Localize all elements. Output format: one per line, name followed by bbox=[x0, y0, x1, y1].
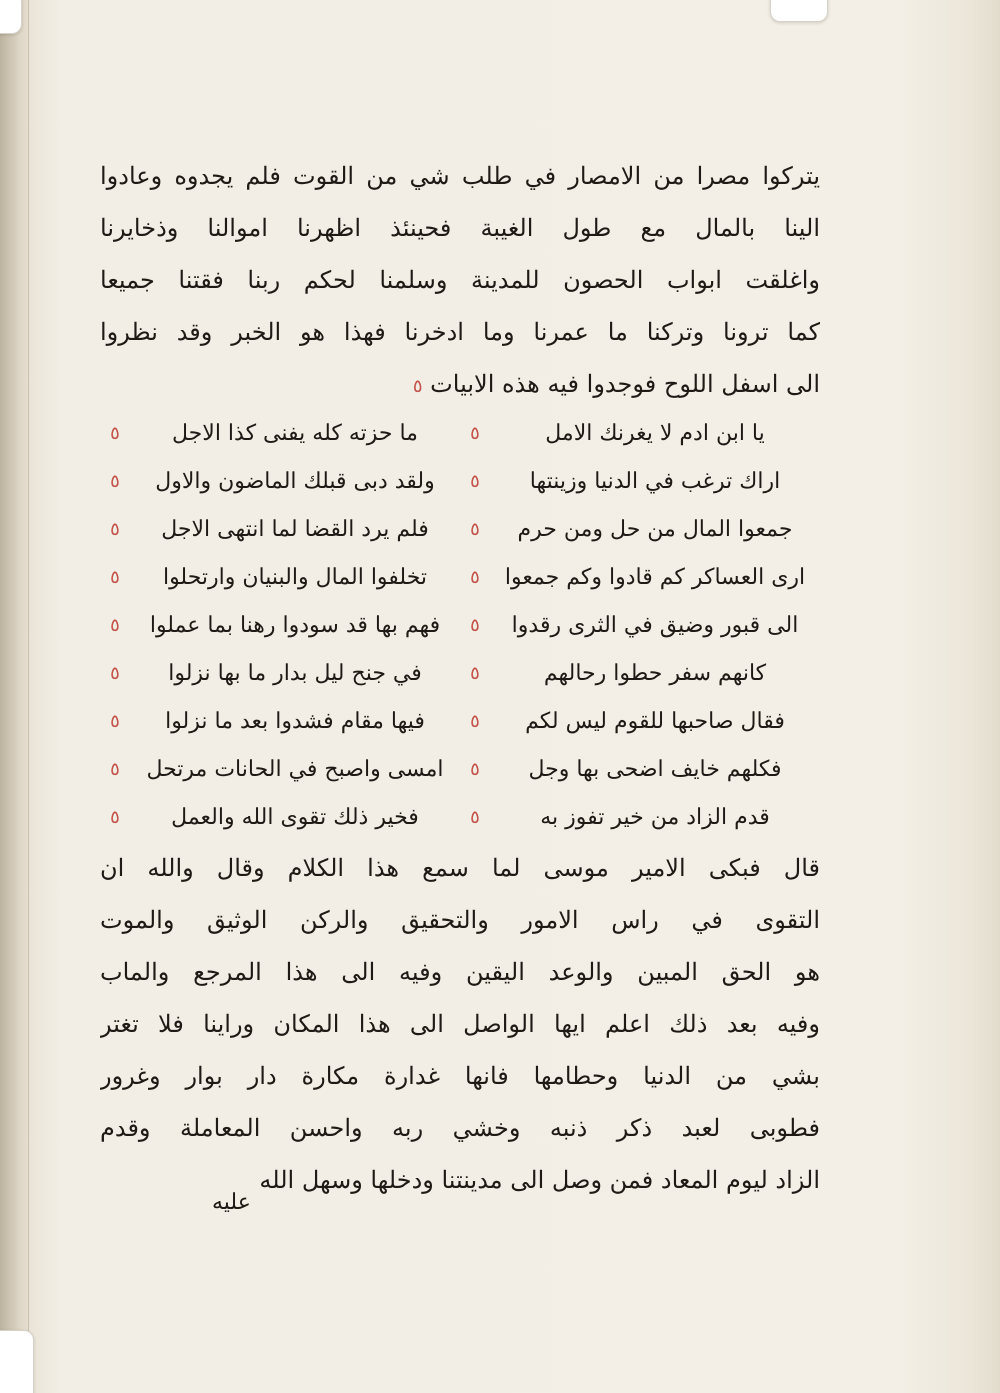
verse-left: فيها مقام فشدوا بعد ما نزلوا bbox=[165, 709, 425, 734]
prose-line: قال فبكى الامير موسى لما سمع هذا الكلام وقال والله ان bbox=[100, 854, 820, 882]
verse-mark: ٥ bbox=[412, 376, 423, 397]
verse-right: جمعوا المال من حل ومن حرم bbox=[517, 517, 793, 542]
paper-tab-left-top bbox=[0, 0, 22, 34]
prose-line: التقوى في راس الامور والتحقيق والركن الوثيق والموت bbox=[100, 906, 820, 934]
catchword: عليه bbox=[212, 1190, 251, 1215]
verse-left: ولقد دبى قبلك الماضون والاول bbox=[155, 469, 435, 494]
verse-mark: ٥ bbox=[470, 615, 480, 636]
verse-left: فلم يرد القضا لما انتهى الاجل bbox=[161, 517, 429, 542]
prose-line: هو الحق المبين والوعد اليقين وفيه الى هذا المرجع والماب bbox=[100, 958, 820, 986]
verse-row bbox=[100, 650, 820, 698]
prose-line: بشي من الدنيا وحطامها فانها غدارة مكارة دار بوار وغرور bbox=[100, 1062, 820, 1090]
verse-row bbox=[100, 746, 820, 794]
verse-mark: ٥ bbox=[110, 423, 120, 444]
verse-left: امسى واصبح في الحانات مرتحل bbox=[146, 757, 444, 782]
verse-row bbox=[100, 698, 820, 746]
verse-left: فخير ذلك تقوى الله والعمل bbox=[171, 805, 419, 830]
prose-line: الزاد ليوم المعاد فمن وصل الى مدينتنا ودخلها وسهل الله bbox=[259, 1166, 820, 1194]
prose-line: فطوبى لعبد ذكر ذنبه وخشي ربه واحسن المعاملة وقدم bbox=[100, 1114, 820, 1142]
verse-mark: ٥ bbox=[470, 423, 480, 444]
verse-mark: ٥ bbox=[470, 711, 480, 732]
binding-gutter bbox=[0, 0, 29, 1393]
verse-row bbox=[100, 554, 820, 602]
verse-mark: ٥ bbox=[110, 471, 120, 492]
verse-right: فكلهم خايف اضحى بها وجل bbox=[528, 757, 782, 782]
verse-right: اراك ترغب في الدنيا وزينتها bbox=[529, 469, 781, 494]
verse-mark: ٥ bbox=[470, 807, 480, 828]
verse-mark: ٥ bbox=[470, 663, 480, 684]
verse-right: قدم الزاد من خير تفوز به bbox=[540, 805, 770, 830]
verse-intro bbox=[100, 358, 820, 410]
verse-right: يا ابن ادم لا يغرنك الامل bbox=[545, 421, 765, 446]
prose-line: كما ترونا وتركنا ما عمرنا وما ادخرنا فهذا هو الخبر وقد نظروا bbox=[100, 318, 820, 346]
verse-mark: ٥ bbox=[110, 567, 120, 588]
verse-mark: ٥ bbox=[470, 519, 480, 540]
verse-right: كانهم سفر حطوا رحالهم bbox=[543, 661, 767, 686]
verse-row bbox=[100, 602, 820, 650]
verse-mark: ٥ bbox=[110, 807, 120, 828]
verse-left: فهم بها قد سودوا رهنا بما عملوا bbox=[149, 613, 441, 638]
verse-row bbox=[100, 794, 820, 842]
verse-mark: ٥ bbox=[110, 759, 120, 780]
verse-mark: ٥ bbox=[470, 471, 480, 492]
verse-intro-text: الى اسفل اللوح فوجدوا فيه هذه الابيات bbox=[430, 370, 820, 398]
verse-row bbox=[100, 506, 820, 554]
verse-mark: ٥ bbox=[110, 615, 120, 636]
prose-line: وفيه بعد ذلك اعلم ايها الواصل الى هذا المكان وراينا فلا تغتر bbox=[100, 1010, 820, 1038]
verse-left: تخلفوا المال والبنيان وارتحلوا bbox=[162, 565, 428, 590]
verse-mark: ٥ bbox=[110, 711, 120, 732]
manuscript-text bbox=[100, 150, 820, 1206]
prose-line: الينا بالمال مع طول الغيبة فحينئذ اظهرنا اموالنا وذخايرنا bbox=[100, 214, 820, 242]
verse-mark: ٥ bbox=[110, 663, 120, 684]
verse-mark: ٥ bbox=[110, 519, 120, 540]
verse-mark: ٥ bbox=[470, 567, 480, 588]
verse-right: الى قبور وضيق في الثرى رقدوا bbox=[511, 613, 799, 638]
verse-mark: ٥ bbox=[470, 759, 480, 780]
prose-line: يتركوا مصرا من الامصار في طلب شي من القوت فلم يجدوه وعادوا bbox=[100, 162, 820, 190]
verse-row bbox=[100, 410, 820, 458]
verse-left: ما حزته كله يفنى كذا الاجل bbox=[172, 421, 418, 446]
verse-left: في جنح ليل بدار ما بها نزلوا bbox=[168, 661, 422, 686]
verse-right: ارى العساكر كم قادوا وكم جمعوا bbox=[504, 565, 806, 590]
verse-row bbox=[100, 458, 820, 506]
prose-line: واغلقت ابواب الحصون للمدينة وسلمنا لحكم ربنا فقتنا جميعا bbox=[100, 266, 820, 294]
paper-tab-left-bottom bbox=[0, 1330, 34, 1393]
paper-tab-top bbox=[770, 0, 828, 22]
verse-right: فقال صاحبها للقوم ليس لكم bbox=[525, 709, 785, 734]
